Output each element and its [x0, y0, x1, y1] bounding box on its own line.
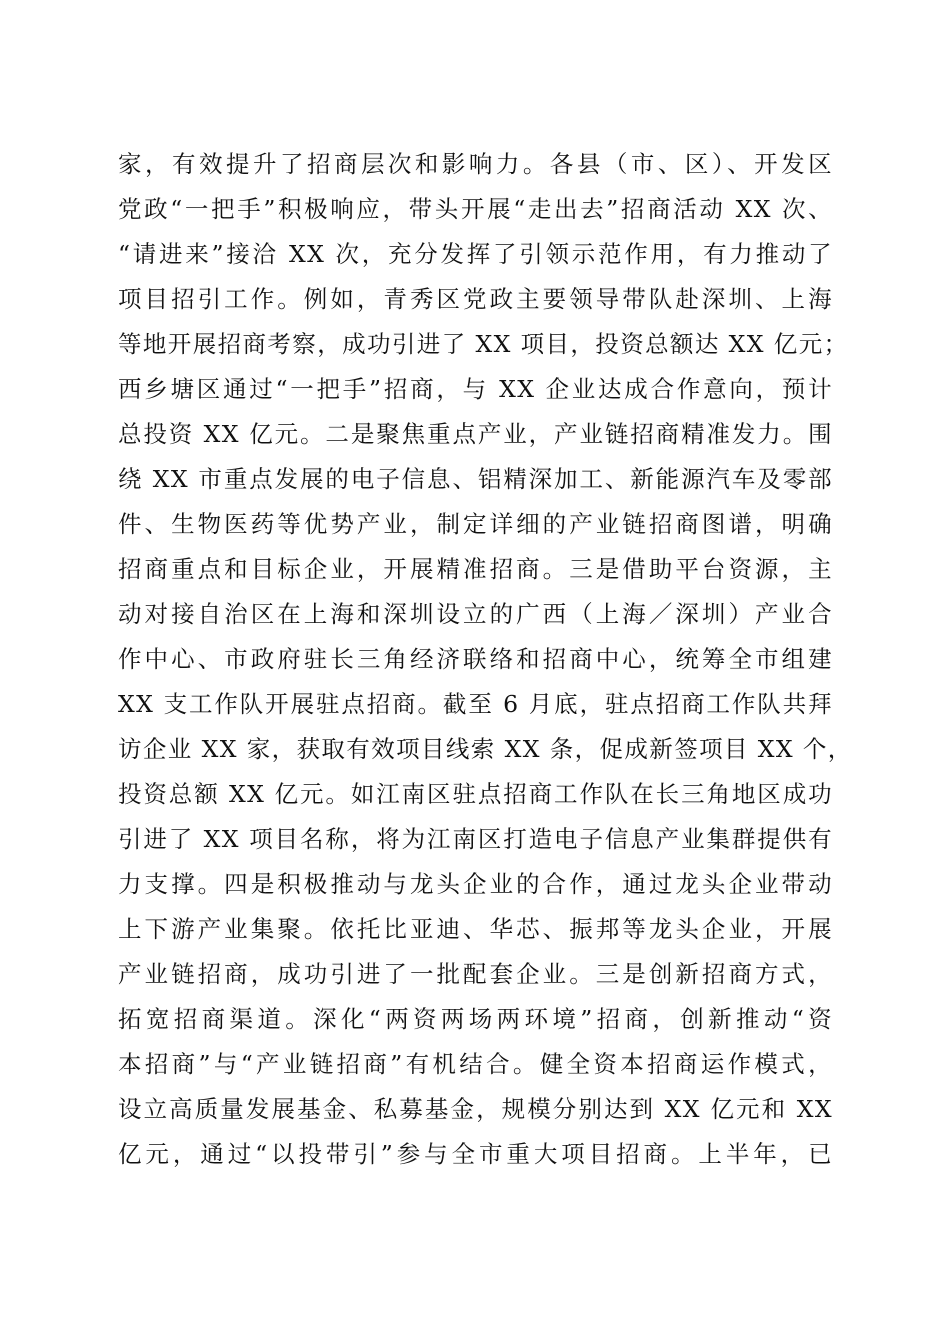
text-line: 本招商”与“产业链招商”有机结合。健全资本招商运作模式，	[118, 1050, 833, 1078]
text-line: 项目招引工作。例如，青秀区党政主要领导带队赴深圳、上海	[118, 285, 833, 313]
text-line: 动对接自治区在上海和深圳设立的广西（上海／深圳）产业合	[118, 600, 833, 628]
text-line: 产业链招商，成功引进了一批配套企业。三是创新招商方式，	[118, 960, 833, 988]
text-line: 绕 XX 市重点发展的电子信息、铝精深加工、新能源汽车及零部	[118, 465, 833, 493]
text-line: 总投资 XX 亿元。二是聚焦重点产业，产业链招商精准发力。围	[118, 420, 833, 448]
text-line: 设立高质量发展基金、私募基金，规模分别达到 XX 亿元和 XX	[118, 1095, 833, 1123]
body-text	[118, 142, 853, 1177]
text-line: “请进来”接洽 XX 次，充分发挥了引领示范作用，有力推动了	[118, 240, 833, 268]
text-line: 投资总额 XX 亿元。如江南区驻点招商工作队在长三角地区成功	[118, 780, 833, 808]
text-line: 家，有效提升了招商层次和影响力。各县（市、区）、开发区	[118, 150, 833, 178]
text-line: 访企业 XX 家，获取有效项目线索 XX 条，促成新签项目 XX 个，	[118, 735, 853, 763]
text-line: 件、生物医药等优势产业，制定详细的产业链招商图谱，明确	[118, 510, 833, 538]
text-line: 等地开展招商考察，成功引进了 XX 项目，投资总额达 XX 亿元；	[118, 330, 849, 358]
text-line: 西乡塘区通过“一把手”招商，与 XX 企业达成合作意向，预计	[118, 375, 833, 403]
text-line: 作中心、市政府驻长三角经济联络和招商中心，统筹全市组建	[118, 645, 833, 673]
text-line: 拓宽招商渠道。深化“两资两场两环境”招商，创新推动“资	[118, 1005, 833, 1033]
text-line: 招商重点和目标企业，开展精准招商。三是借助平台资源，主	[118, 555, 833, 583]
text-line: 亿元，通过“以投带引”参与全市重大项目招商。上半年，已	[118, 1140, 833, 1168]
text-line: 力支撑。四是积极推动与龙头企业的合作，通过龙头企业带动	[118, 870, 833, 898]
text-line: 党政“一把手”积极响应，带头开展“走出去”招商活动 XX 次、	[118, 195, 833, 223]
text-line: XX 支工作队开展驻点招商。截至 6 月底，驻点招商工作队共拜	[118, 690, 833, 718]
text-line: 引进了 XX 项目名称，将为江南区打造电子信息产业集群提供有	[118, 825, 833, 853]
text-line: 上下游产业集聚。依托比亚迪、华芯、振邦等龙头企业，开展	[118, 915, 833, 943]
